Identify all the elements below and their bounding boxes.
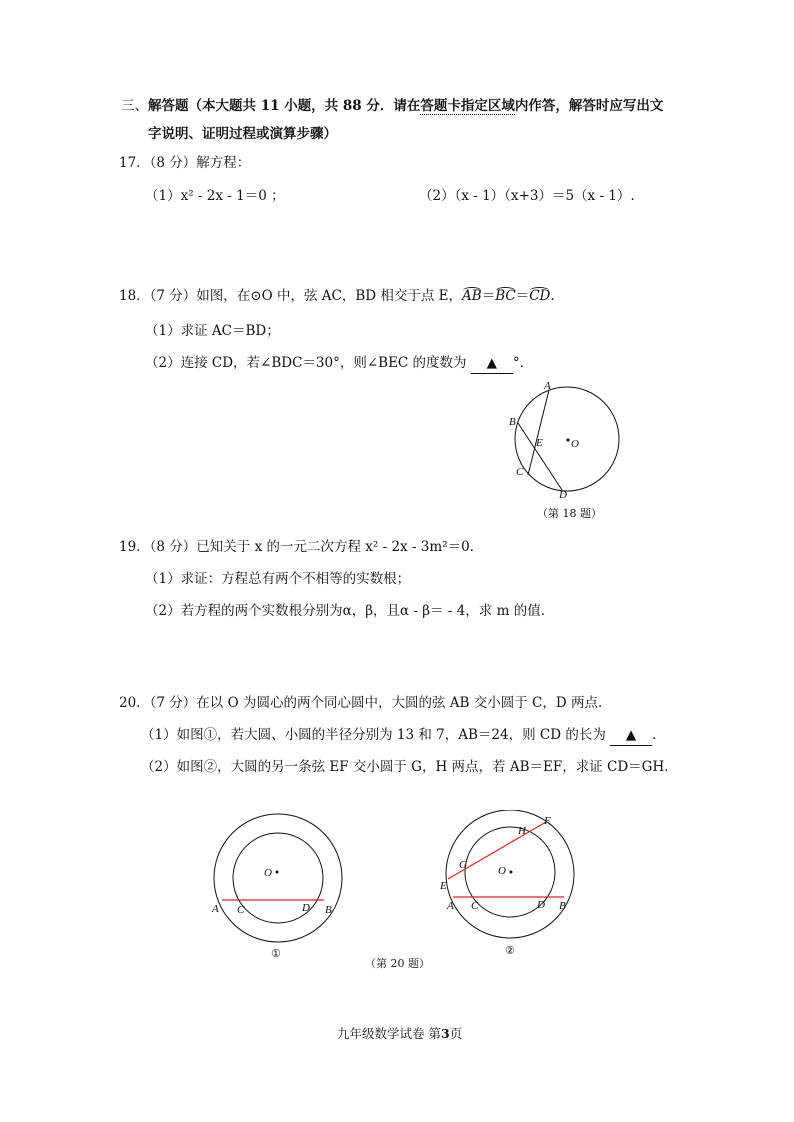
arc-cd: CD — [529, 288, 551, 304]
section-note-a: （本大题共 11 小题，共 88 分．请在 — [188, 98, 421, 114]
fig20-2-label-d: D — [537, 899, 545, 911]
fig20-2-label-h: H — [518, 825, 526, 837]
q18-end: . — [550, 288, 555, 304]
section-number: 三、 — [121, 98, 148, 114]
q18-caption: （第 18 题） — [537, 507, 602, 520]
fig20-2-center-dot — [510, 871, 513, 874]
q20-part1-text: （1）如图①，若大圆、小圆的半径分别为 13 和 7，AB＝24，则 CD 的长为 — [141, 727, 606, 743]
fig20-2-label-c: C — [471, 900, 479, 912]
fig20-2-label-g: G — [459, 859, 467, 871]
q18-eq2: ＝ — [515, 288, 530, 304]
figure-20-2 — [434, 810, 584, 950]
q20-part2: （2）如图②，大圆的另一条弦 EF 交小圆于 G，H 两点，若 AB＝EF，求证 CD＝GH． — [141, 759, 678, 775]
q18-part2-end: °． — [512, 355, 534, 371]
q18-heading — [119, 286, 555, 306]
section-header — [121, 96, 663, 116]
fig20-2-label-f: F — [544, 815, 551, 827]
arc-ab: AB — [462, 288, 482, 304]
q18-heading-text: 18．（7 分）如图，在⊙O 中，弦 AC，BD 相交于点 E， — [119, 288, 463, 304]
q20-caption: （第 20 题） — [365, 957, 430, 970]
fig18-label-a: A — [544, 380, 551, 392]
fig18-label-e: E — [536, 437, 543, 449]
q17-part2: （2）（x - 1）（x+3）＝5（x - 1）. — [419, 188, 635, 204]
fig18-label-b: B — [509, 416, 516, 428]
section-note-dotted: 答题卡指定区域 — [420, 98, 515, 114]
fig20-1-label-d: D — [302, 902, 310, 914]
fig18-label-c: C — [516, 466, 524, 478]
q18-part1: （1）求证 AC＝BD； — [145, 323, 280, 339]
q20-part1 — [141, 725, 666, 746]
q20-answer-blank: ▲ — [610, 725, 652, 746]
q18-part2-text: （2）连接 CD，若∠BDC＝30°，则∠BEC 的度数为 — [145, 355, 467, 371]
fig20-1-center-dot — [276, 871, 279, 874]
q20-part1-end: ． — [652, 727, 666, 743]
fig20-2-number: ② — [505, 944, 515, 957]
q17-part1: （1）x² - 2x - 1＝0 ； — [145, 188, 285, 204]
page-footer — [337, 1024, 462, 1044]
fig20-1-label-b: B — [325, 904, 332, 916]
fig18-chord-bd — [518, 423, 562, 490]
footer-page-number: 3 — [440, 1026, 450, 1041]
fig18-chord-ac — [528, 390, 549, 475]
arc-bc: BC — [495, 288, 516, 304]
q20-heading: 20．（7 分）在以 O 为圆心的两个同心圆中，大圆的弦 AB 交小圆于 C，D 两点． — [119, 695, 612, 711]
fig18-label-o: O — [571, 438, 579, 450]
q19-heading: 19．（8 分）已知关于 x 的一元二次方程 x² - 2x - 3m²＝0． — [119, 539, 484, 555]
fig20-1-label-c: C — [237, 904, 245, 916]
section-note-c: 字说明、证明过程或演算步骤） — [148, 126, 337, 142]
fig20-2-label-a: A — [447, 900, 454, 912]
fig20-2-label-o: O — [498, 865, 506, 877]
q18-answer-blank: ▲ — [471, 353, 513, 374]
figure-20-1 — [200, 810, 350, 950]
q18-part2 — [145, 353, 533, 374]
section-note-b: 内作答，解答时应写出文 — [514, 98, 664, 114]
fig20-1-label-o: O — [264, 867, 272, 879]
q18-eq1: ＝ — [481, 288, 496, 304]
fig20-1-number: ① — [271, 947, 281, 960]
fig18-label-d: D — [559, 489, 567, 500]
q19-part1: （1）求证：方程总有两个不相等的实数根； — [145, 571, 411, 587]
q19-part2: （2）若方程的两个实数根分别为α，β，且α - β＝ - 4，求 m 的值． — [145, 603, 555, 619]
fig18-center-dot — [566, 438, 569, 441]
figure-18 — [505, 380, 635, 500]
footer-suffix: 页 — [449, 1026, 463, 1041]
footer-text: 九年级数学试卷 第 — [337, 1026, 441, 1041]
q17-heading: 17．（8 分）解方程： — [119, 155, 251, 171]
fig20-2-label-b: B — [559, 900, 566, 912]
fig20-1-label-a: A — [212, 903, 219, 915]
section-title: 解答题 — [148, 98, 189, 114]
fig20-2-label-e: E — [440, 880, 447, 892]
